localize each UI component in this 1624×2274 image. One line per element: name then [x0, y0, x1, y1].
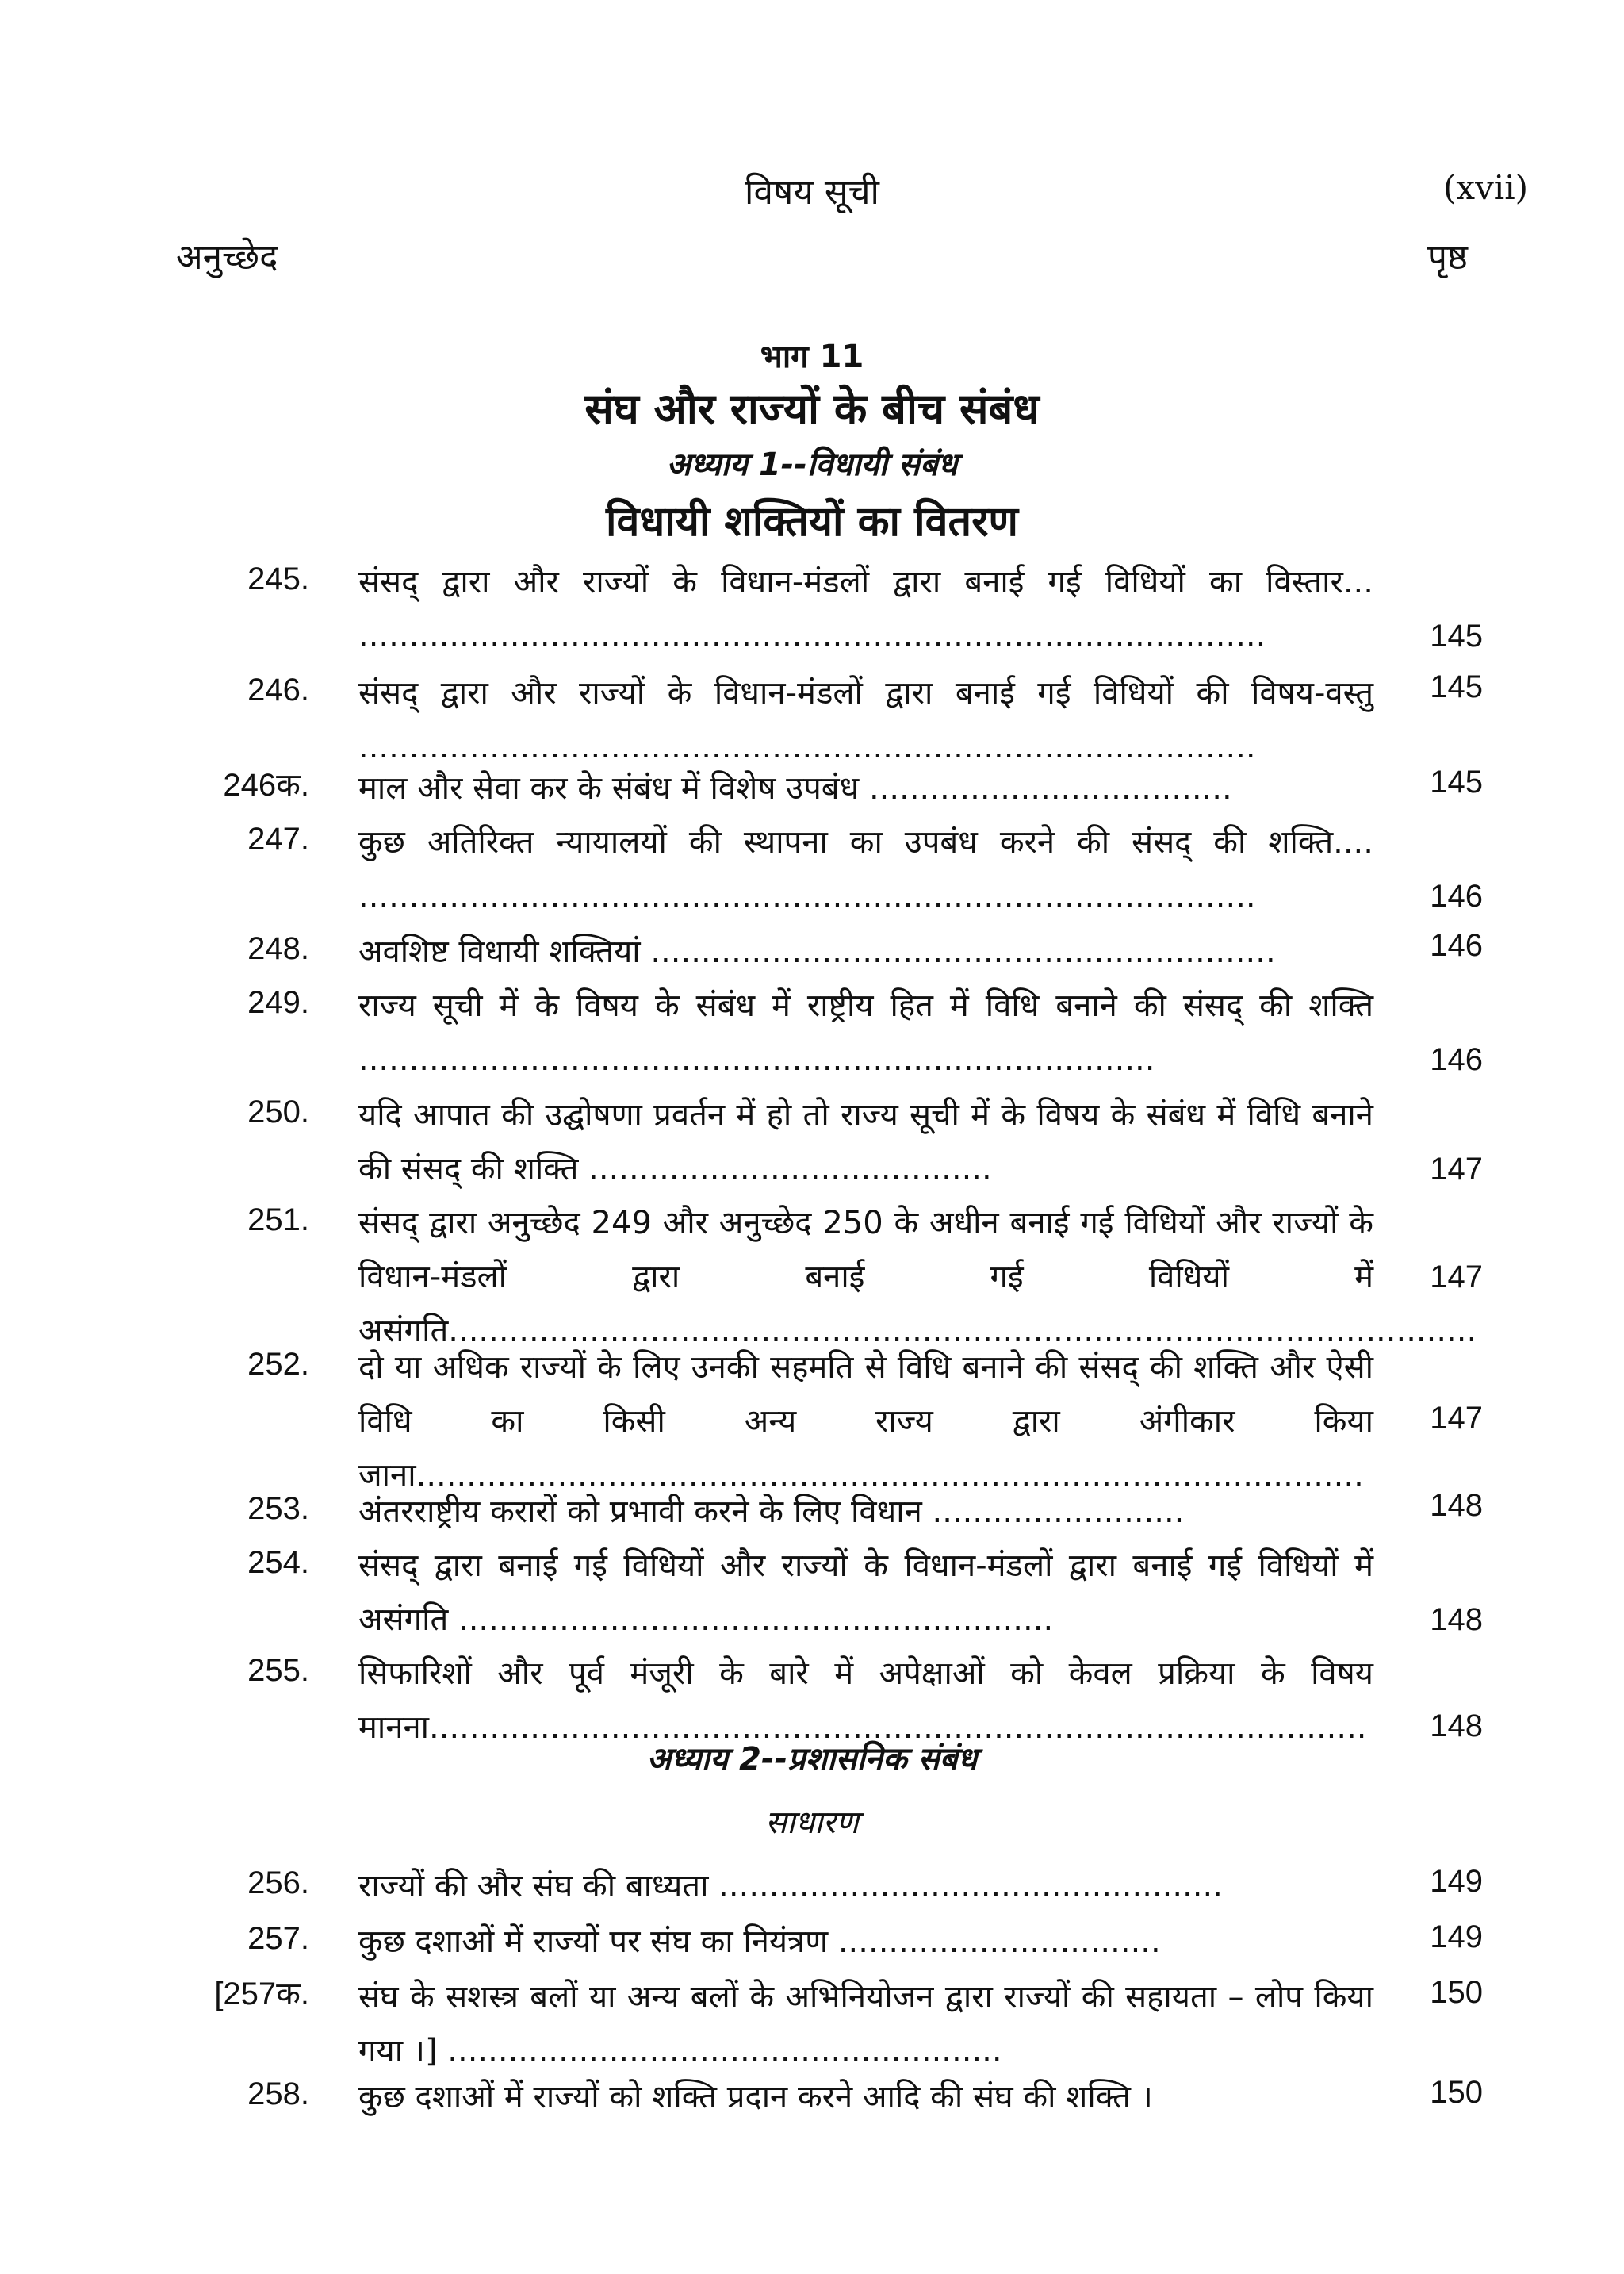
section-heading-distribution: विधायी शक्तियों का वितरण — [605, 498, 1019, 546]
section-heading-general: साधारण — [765, 1804, 859, 1841]
article-number: 246. — [247, 673, 309, 708]
article-number: 249. — [247, 985, 309, 1020]
chapter-1-heading: अध्याय 1--विधायी संबंध — [666, 447, 958, 483]
page-ref: 149 — [1430, 1864, 1483, 1899]
article-title: दो या अधिक राज्यों के लिए उनकी सहमति से विधि बनाने की संसद् की शक्ति और ऐसी विधि का किसी अन्य राज्य द्वारा अंगीकार किया जाना.............................................................................................. — [358, 1349, 1373, 1494]
article-title: संघ के सशस्त्र बलों या अन्य बलों के अभिनियोजन द्वारा राज्यों की सहायता – लोप किया गया ।] ....................................................... — [358, 1979, 1373, 2069]
page-ref: 146 — [1430, 1042, 1483, 1077]
page-ref: 149 — [1430, 1919, 1483, 1954]
page-ref: 147 — [1430, 1152, 1483, 1187]
article-number: 245. — [247, 562, 309, 596]
article-title: कुछ दशाओं में राज्यों को शक्ति प्रदान करने आदि की संघ की शक्ति । — [358, 2079, 1153, 2115]
article-number: 250. — [247, 1095, 309, 1129]
article-number: 247. — [247, 822, 309, 857]
article-title: संसद् द्वारा अनुच्छेद 249 और अनुच्छेद 250 के अधीन बनाई गई विधियों और राज्यों के विधान-मंडलों द्वारा बनाई गई विधियों में असंगति...................................................................................................... — [358, 1205, 1477, 1349]
article-number: 248. — [247, 931, 309, 966]
article-title: माल और सेवा कर के संबंध में विशेष उपबंध .................................... — [358, 770, 1232, 807]
chapter-2-heading: अध्याय 2--प्रशासनिक संबंध — [646, 1741, 978, 1777]
article-title: राज्य सूची में के विषय के संबंध में राष्ट्रीय हित में विधि बनाने की संसद् की शक्ति ............................................................................... — [358, 987, 1373, 1078]
page-ref: 150 — [1430, 1975, 1483, 2010]
page-ref: 146 — [1430, 928, 1483, 963]
article-number: 258. — [247, 2077, 309, 2111]
column-header-page: पृष्ठ — [1427, 237, 1468, 278]
page-ref: 147 — [1430, 1401, 1483, 1436]
column-header-article: अनुच्छेद — [176, 237, 278, 278]
page-ref: 150 — [1430, 2075, 1483, 2110]
article-title: कुछ दशाओं में राज्यों पर संघ का नियंत्रण ................................ — [358, 1923, 1161, 1960]
article-number: 255. — [247, 1653, 309, 1688]
article-title: संसद् द्वारा और राज्यों के विधान-मंडलों द्वारा बनाई गई विधियों की विषय-वस्तु ......................................................................................... — [358, 675, 1373, 765]
article-number: [257क. — [214, 1977, 309, 2011]
page-ref: 148 — [1430, 1488, 1483, 1523]
part-label: भाग 11 — [760, 339, 864, 375]
page-title: विषय सूची — [745, 172, 879, 213]
article-title: यदि आपात की उद्घोषणा प्रवर्तन में हो तो राज्य सूची में के विषय के संबंध में विधि बनाने की संसद् की शक्ति ........................................ — [358, 1097, 1373, 1187]
article-title: अवशिष्ट विधायी शक्तियां .............................................................. — [358, 934, 1276, 970]
article-number: 251. — [247, 1202, 309, 1237]
article-number: 252. — [247, 1347, 309, 1382]
page-number: (xvii) — [1443, 168, 1529, 207]
page-ref: 148 — [1430, 1708, 1483, 1743]
page-ref: 146 — [1430, 879, 1483, 914]
article-title: सिफारिशों और पूर्व मंजूरी के बारे में अपेक्षाओं को केवल प्रक्रिया के विषय मानना............................................................................................. — [358, 1655, 1373, 1746]
page-ref: 145 — [1430, 765, 1483, 800]
page-ref: 145 — [1430, 669, 1483, 704]
article-title: अंतरराष्ट्रीय करारों को प्रभावी करने के लिए विधान ......................... — [358, 1494, 1185, 1530]
article-title: कुछ अतिरिक्त न्यायालयों की स्थापना का उपबंध करने की संसद् की शक्ति.... ......................................................................................... — [358, 824, 1373, 915]
article-title: राज्यों की और संघ की बाध्यता .................................................. — [358, 1868, 1223, 1904]
article-number: 253. — [247, 1491, 309, 1526]
page-ref: 148 — [1430, 1602, 1483, 1637]
article-number: 246क. — [223, 768, 309, 803]
page-ref: 145 — [1430, 619, 1483, 654]
article-number: 254. — [247, 1545, 309, 1580]
part-title: संघ और राज्यों के बीच संबंध — [584, 384, 1040, 434]
article-title: संसद् द्वारा और राज्यों के विधान-मंडलों द्वारा बनाई गई विधियों का विस्तार... .......................................................................................... — [358, 564, 1373, 654]
article-title: संसद् द्वारा बनाई गई विधियों और राज्यों के विधान-मंडलों द्वारा बनाई गई विधियों में असंगति ........................................................... — [358, 1547, 1373, 1638]
article-number: 256. — [247, 1866, 309, 1900]
article-number: 257. — [247, 1921, 309, 1956]
page-ref: 147 — [1430, 1260, 1483, 1294]
